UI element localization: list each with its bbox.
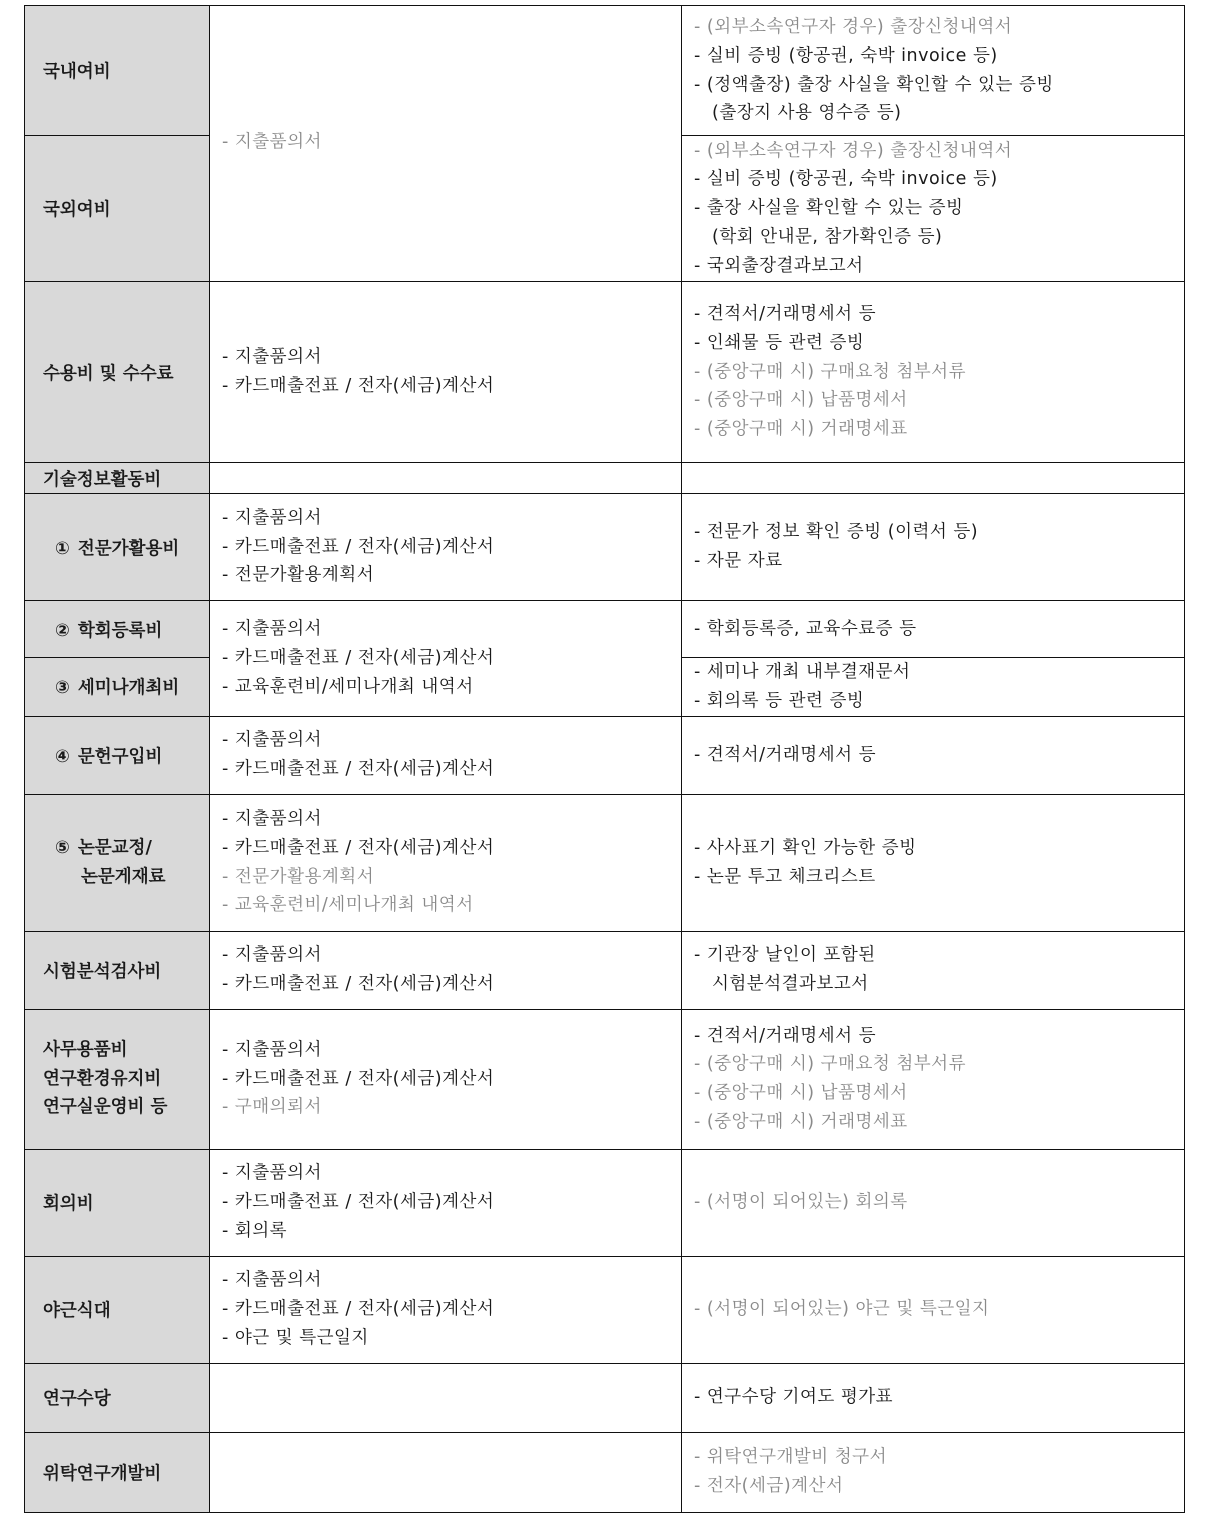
list-item: - (외부소속연구자 경우) 출장신청내역서 — [694, 16, 1013, 37]
list-item: - 구매의뢰서 — [222, 1097, 322, 1118]
category-cell — [25, 282, 210, 463]
list-item: - 출장 사실을 확인할 수 있는 증빙 — [694, 198, 964, 219]
category-label: 연구실운영비 등 — [43, 1097, 168, 1118]
list-item: - 교육훈련비/세미나개최 내역서 — [222, 895, 474, 916]
list-item: - 인쇄물 등 관련 증빙 — [694, 332, 865, 353]
category-cell — [25, 494, 210, 601]
list-item: - (서명이 되어있는) 야근 및 특근일지 — [694, 1299, 990, 1320]
category-label: 전문가활용비 — [77, 538, 180, 559]
list-item: (학회 안내문, 참가확인증 등) — [712, 226, 943, 247]
category-label: 수용비 및 수수료 — [43, 363, 174, 384]
category-cell — [25, 601, 210, 658]
list-item: - 카드매출전표 / 전자(세금)계산서 — [222, 1068, 495, 1089]
evidence-cell — [682, 1009, 1185, 1149]
list-item: - 지출품의서 — [222, 507, 322, 528]
category-label: 기술정보활동비 — [43, 469, 162, 490]
evidence-cell — [682, 282, 1185, 463]
required-docs-cell — [210, 1149, 682, 1256]
category-label: 연구수당 — [43, 1389, 111, 1410]
list-item: - (외부소속연구자 경우) 출장신청내역서 — [694, 140, 1013, 161]
category-label: 위탁연구개발비 — [43, 1463, 162, 1484]
item-number: ① — [55, 538, 70, 559]
table-row — [25, 931, 1185, 1009]
list-item: 시험분석결과보고서 — [712, 974, 869, 995]
list-item: - 지출품의서 — [222, 809, 322, 829]
list-item: - 카드매출전표 / 전자(세금)계산서 — [222, 1299, 495, 1320]
list-item: - 지출품의서 — [222, 132, 322, 152]
category-cell — [25, 6, 210, 136]
required-docs-cell — [210, 1256, 682, 1363]
list-item: - 전문가활용계획서 — [222, 866, 375, 887]
evidence-cell — [682, 1363, 1185, 1432]
table-row — [25, 463, 1185, 494]
list-item: - 기관장 날인이 포함된 — [694, 945, 876, 966]
table-row — [25, 1149, 1185, 1256]
list-item: - 전문가활용계획서 — [222, 565, 375, 586]
table-row — [25, 1009, 1185, 1149]
required-docs-cell — [210, 463, 682, 494]
table-row — [25, 601, 1185, 658]
list-item: - 카드매출전표 / 전자(세금)계산서 — [222, 1192, 495, 1213]
category-label: 국내여비 — [43, 62, 111, 82]
category-label: 문헌구입비 — [77, 746, 163, 767]
category-cell — [25, 1363, 210, 1432]
category-label: 학회등록비 — [77, 620, 163, 641]
list-item: - 학회등록증, 교육수료증 등 — [694, 618, 917, 639]
list-item: - (중앙구매 시) 거래명세표 — [694, 1111, 908, 1132]
list-item: - (중앙구매 시) 납품명세서 — [694, 390, 908, 411]
list-item: - 전문가 정보 확인 증빙 (이력서 등) — [694, 522, 979, 543]
expense-evidence-table — [24, 5, 1185, 1513]
evidence-cell — [682, 601, 1185, 658]
list-item: - 전자(세금)계산서 — [694, 1476, 844, 1497]
category-cell — [25, 931, 210, 1009]
evidence-cell — [682, 658, 1185, 717]
list-item: - 카드매출전표 / 전자(세금)계산서 — [222, 759, 495, 780]
list-item: - 위탁연구개발비 청구서 — [694, 1447, 887, 1468]
table-row — [25, 794, 1185, 931]
evidence-cell — [682, 463, 1185, 494]
required-docs-cell — [210, 716, 682, 794]
list-item: - 국외출장결과보고서 — [694, 255, 864, 276]
category-label: 사무용품비 — [43, 1040, 128, 1061]
required-docs-cell — [210, 601, 682, 717]
table-row — [25, 1363, 1185, 1432]
evidence-cell — [682, 6, 1185, 136]
category-label: 야근식대 — [43, 1301, 111, 1322]
list-item: - 카드매출전표 / 전자(세금)계산서 — [222, 647, 495, 668]
list-item: - 지출품의서 — [222, 945, 322, 966]
list-item: - 실비 증빙 (항공권, 숙박 invoice 등) — [694, 45, 998, 66]
table-row — [25, 1432, 1185, 1512]
list-item: - 야근 및 특근일지 — [222, 1327, 369, 1348]
item-number: ④ — [55, 746, 70, 767]
list-item: - 실비 증빙 (항공권, 숙박 invoice 등) — [694, 169, 998, 190]
list-item: (출장지 사용 영수증 등) — [712, 103, 902, 124]
required-docs-cell — [210, 6, 682, 282]
list-item: - 세미나 개최 내부결재문서 — [694, 662, 911, 682]
list-item: - 회의록 — [222, 1220, 288, 1241]
list-item: - 회의록 등 관련 증빙 — [694, 690, 865, 711]
list-item: - 자문 자료 — [694, 551, 783, 571]
list-item: - 카드매출전표 / 전자(세금)계산서 — [222, 536, 495, 557]
list-item: - 카드매출전표 / 전자(세금)계산서 — [222, 837, 495, 858]
list-item: - 카드매출전표 / 전자(세금)계산서 — [222, 376, 495, 396]
required-docs-cell — [210, 282, 682, 463]
list-item: - 연구수당 기여도 평가표 — [694, 1387, 894, 1408]
list-item: - 지출품의서 — [222, 347, 322, 368]
table-row — [25, 716, 1185, 794]
evidence-cell — [682, 1256, 1185, 1363]
list-item: - (정액출장) 출장 사실을 확인할 수 있는 증빙 — [694, 74, 1054, 95]
evidence-cell — [682, 716, 1185, 794]
evidence-cell — [682, 931, 1185, 1009]
list-item: - 사사표기 확인 가능한 증빙 — [694, 837, 917, 858]
required-docs-cell — [210, 1009, 682, 1149]
category-cell — [25, 716, 210, 794]
list-item: - 교육훈련비/세미나개최 내역서 — [222, 676, 474, 697]
list-item: - 지출품의서 — [222, 1270, 322, 1291]
list-item: - 지출품의서 — [222, 730, 322, 751]
category-label: 연구환경유지비 — [43, 1068, 162, 1089]
category-cell — [25, 136, 210, 282]
table-row — [25, 6, 1185, 136]
category-cell — [25, 658, 210, 717]
table-row — [25, 1256, 1185, 1363]
item-number: ③ — [55, 678, 70, 699]
category-cell — [25, 1009, 210, 1149]
list-item: - (서명이 되어있는) 회의록 — [694, 1192, 908, 1213]
category-cell — [25, 1149, 210, 1256]
list-item: - 견적서/거래명세서 등 — [694, 1025, 876, 1046]
category-label: 시험분석검사비 — [43, 961, 162, 982]
list-item: - 견적서/거래명세서 등 — [694, 744, 876, 765]
category-cell — [25, 1256, 210, 1363]
category-label: 논문교정/ — [77, 838, 152, 859]
required-docs-cell — [210, 931, 682, 1009]
list-item: - 지출품의서 — [222, 619, 322, 640]
required-docs-cell — [210, 1363, 682, 1432]
list-item: - 지출품의서 — [222, 1039, 322, 1060]
table-row — [25, 282, 1185, 463]
list-item: - (중앙구매 시) 거래명세표 — [694, 419, 908, 440]
category-cell — [25, 794, 210, 931]
category-label: 국외여비 — [43, 200, 111, 220]
category-label: 회의비 — [43, 1194, 94, 1215]
evidence-cell — [682, 794, 1185, 931]
required-docs-cell — [210, 1432, 682, 1512]
list-item: - 논문 투고 체크리스트 — [694, 866, 876, 887]
required-docs-cell — [210, 494, 682, 601]
evidence-cell — [682, 1432, 1185, 1512]
item-number: ⑤ — [55, 838, 70, 859]
table-row — [25, 494, 1185, 601]
evidence-cell — [682, 494, 1185, 601]
list-item: - (중앙구매 시) 구매요청 첨부서류 — [694, 1054, 966, 1075]
category-cell — [25, 1432, 210, 1512]
category-cell — [25, 463, 210, 494]
evidence-cell — [682, 1149, 1185, 1256]
list-item: - (중앙구매 시) 구매요청 첨부서류 — [694, 361, 966, 382]
list-item: - 지출품의서 — [222, 1163, 322, 1184]
item-number: ② — [55, 620, 70, 641]
required-docs-cell — [210, 794, 682, 931]
list-item: - (중앙구매 시) 납품명세서 — [694, 1083, 908, 1104]
list-item: - 견적서/거래명세서 등 — [694, 304, 876, 324]
list-item: - 카드매출전표 / 전자(세금)계산서 — [222, 974, 495, 995]
evidence-cell — [682, 136, 1185, 282]
category-label: 논문게재료 — [81, 866, 166, 887]
category-label: 세미나개최비 — [77, 678, 180, 699]
